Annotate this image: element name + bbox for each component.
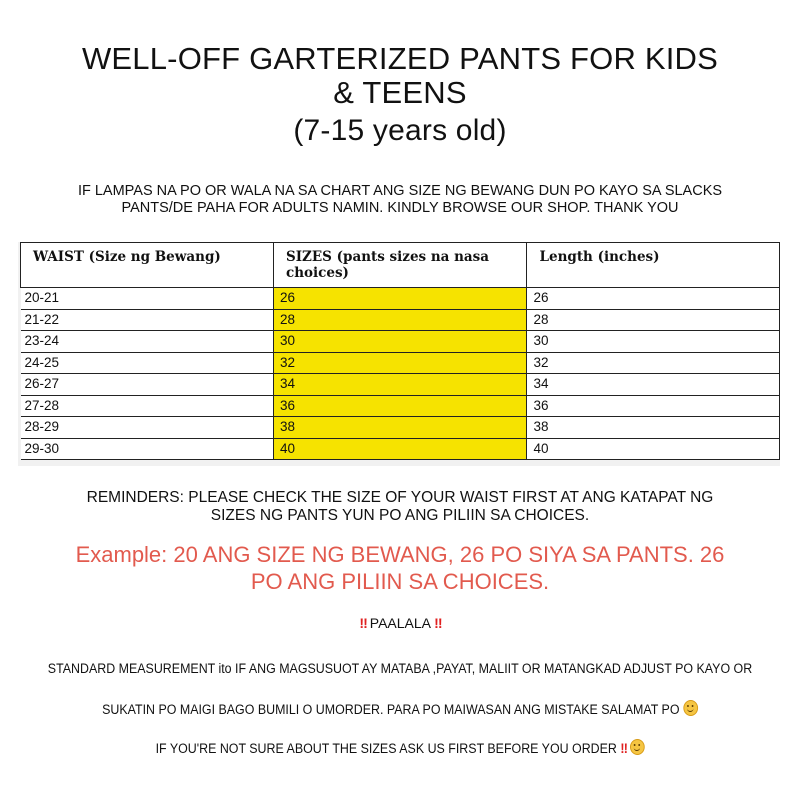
size-cell: 34 bbox=[273, 374, 527, 396]
size-cell: 32 bbox=[273, 352, 527, 374]
table-row bbox=[21, 395, 780, 417]
intro-line-1: IF LAMPAS NA PO OR WALA NA SA CHART ANG SIZE NG BEWANG DUN PO KAYO SA SLACKS bbox=[77, 183, 723, 199]
example-line-1: Example: 20 ANG SIZE NG BEWANG, 26 PO SIYA SA PANTS. 26 bbox=[75, 542, 725, 567]
length-cell: 32 bbox=[527, 352, 780, 374]
reminder-note bbox=[0, 489, 800, 525]
example-note bbox=[0, 541, 800, 595]
page-title bbox=[0, 42, 800, 148]
paalala-label: PAALALA bbox=[369, 615, 431, 631]
size-chart bbox=[18, 242, 780, 466]
waist-cell: 26-27 bbox=[21, 374, 274, 396]
length-cell: 38 bbox=[527, 417, 780, 439]
table-row bbox=[21, 417, 780, 439]
example-line-2: PO ANG PILIIN SA CHOICES. bbox=[250, 569, 550, 594]
length-cell: 36 bbox=[527, 395, 780, 417]
length-cell: 34 bbox=[527, 374, 780, 396]
length-cell: 30 bbox=[527, 331, 780, 353]
reminder-line-2: SIZES NG PANTS YUN PO ANG PILIIN SA CHOICES. bbox=[210, 507, 590, 524]
paalala-heading bbox=[0, 614, 800, 632]
size-cell: 36 bbox=[273, 395, 527, 417]
size-cell: 38 bbox=[273, 417, 527, 439]
waist-cell: 23-24 bbox=[21, 331, 274, 353]
title-line-2: & TEENS bbox=[333, 75, 467, 110]
table-row bbox=[21, 352, 780, 374]
table-row bbox=[21, 438, 780, 460]
ask-first-note bbox=[32, 739, 768, 758]
title-line-1: WELL-OFF GARTERIZED PANTS FOR KIDS bbox=[81, 41, 719, 76]
measurement-note bbox=[32, 660, 768, 678]
double-exclamation-icon: ‼ bbox=[359, 615, 366, 631]
table-row bbox=[21, 331, 780, 353]
waist-cell: 28-29 bbox=[21, 417, 274, 439]
waist-cell: 20-21 bbox=[21, 288, 274, 310]
ask-note-text: IF YOU'RE NOT SURE ABOUT THE SIZES ASK US FIRST BEFORE YOU ORDER bbox=[155, 741, 617, 756]
waist-column-header: WAIST (Size ng Bewang) bbox=[21, 243, 274, 288]
size-cell: 40 bbox=[273, 438, 527, 460]
waist-cell: 29-30 bbox=[21, 438, 274, 460]
intro-note bbox=[0, 183, 800, 217]
measure-note-text: SUKATIN PO MAIGI BAGO BUMILI O UMORDER. PARA PO MAIWASAN ANG MISTAKE SALAMAT PO bbox=[102, 702, 680, 717]
waist-cell: 24-25 bbox=[21, 352, 274, 374]
table-row bbox=[21, 374, 780, 396]
sizes-column-header: SIZES (pants sizes na nasa choices) bbox=[273, 243, 527, 288]
size-table bbox=[20, 242, 780, 460]
size-cell: 26 bbox=[273, 288, 527, 310]
smiling-face-icon bbox=[630, 739, 645, 755]
intro-line-2: PANTS/DE PAHA FOR ADULTS NAMIN. KINDLY BROWSE OUR SHOP. THANK YOU bbox=[121, 200, 679, 216]
length-cell: 26 bbox=[527, 288, 780, 310]
reminder-line-1: REMINDERS: PLEASE CHECK THE SIZE OF YOUR WAIST FIRST AT ANG KATAPAT NG bbox=[86, 489, 714, 506]
waist-cell: 27-28 bbox=[21, 395, 274, 417]
age-range: (7-15 years old) bbox=[293, 114, 507, 147]
length-column-header: Length (inches) bbox=[527, 243, 780, 288]
table-row bbox=[21, 309, 780, 331]
length-cell: 40 bbox=[527, 438, 780, 460]
size-cell: 30 bbox=[273, 331, 527, 353]
measure-before-order-note bbox=[32, 700, 768, 719]
table-row bbox=[21, 288, 780, 310]
table-header-row bbox=[21, 243, 780, 288]
length-cell: 28 bbox=[527, 309, 780, 331]
measurement-note-text: STANDARD MEASUREMENT ito IF ANG MAGSUSUOT AY MATABA ,PAYAT, MALIIT OR MATANGKAD ADJUST PO KAYO OR bbox=[47, 661, 753, 676]
double-exclamation-icon: ‼ bbox=[620, 741, 627, 756]
size-cell: 28 bbox=[273, 309, 527, 331]
waist-cell: 21-22 bbox=[21, 309, 274, 331]
smiling-face-icon bbox=[683, 700, 698, 716]
double-exclamation-icon: ‼ bbox=[434, 615, 441, 631]
